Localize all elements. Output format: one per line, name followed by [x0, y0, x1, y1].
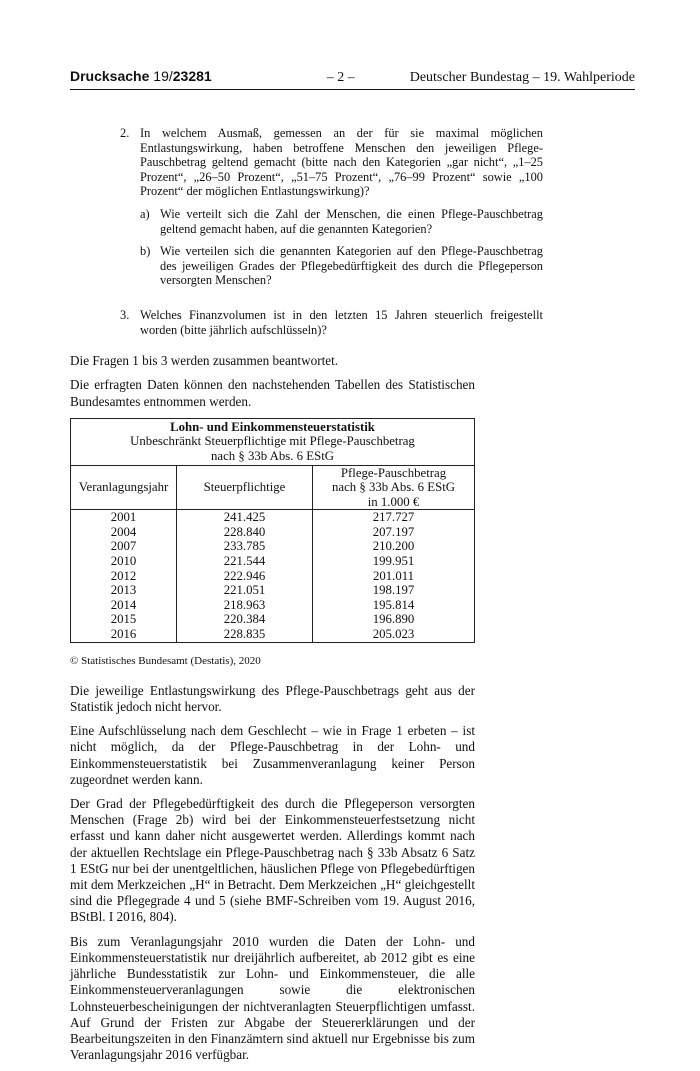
table-cell-year: 2013 — [110, 583, 137, 598]
answer-paragraph: Eine Aufschlüsselung nach dem Geschlecht – wie in Frage 1 erbeten – ist nicht möglich, da der Pflege-Pauschbetrag in der Lohn- und Einkommensteuerstatistik bei Zusammenveranlagung keiner Person zugeordnet werden kann. — [70, 723, 475, 787]
question-text: Welches Finanzvolumen ist in den letzten 15 Jahren steuerlich freigestellt worden (bitte jährlich aufschlüsseln)? — [140, 307, 543, 337]
question-number: 3. — [120, 307, 130, 322]
table-cell-count: 221.544 — [223, 554, 266, 569]
table-cell-amount: 196.890 — [372, 612, 415, 627]
drucksache-bold-number: 23281 — [172, 68, 212, 84]
table-body-row — [71, 510, 475, 642]
answer-paragraph: Die Fragen 1 bis 3 werden zusammen beantwortet. — [70, 353, 339, 369]
sub-question-text: Wie verteilt sich die Zahl der Menschen, die einen Pflege-Pauschbetrag geltend gemacht haben, auf die genannten Kategorien? — [160, 206, 543, 236]
table-cell-count: 221.051 — [223, 583, 266, 598]
table-cell-year: 2016 — [110, 627, 137, 642]
page-number: – 2 – — [326, 70, 355, 85]
amount-column — [313, 510, 475, 642]
table-cell-year: 2015 — [110, 612, 137, 627]
taxpayers-column — [177, 510, 313, 642]
drucksache-number — [70, 68, 212, 84]
sub-question-a — [140, 207, 543, 236]
bundestag-period: Deutscher Bundestag – 19. Wahlperiode — [409, 70, 635, 85]
table-cell-amount: 201.011 — [372, 568, 415, 583]
answer-paragraph: Bis zum Veranlagungsjahr 2010 wurden die Daten der Lohn- und Einkommensteuerstatistik nur dreijährlich aufbereitet, ab 2012 gibt es eine jährliche Bundesstatistik zur Lohn- und Einkommensteuer, die alle Einkommensteuerveranlagungen sowie die elektronischen Lohnsteuerbescheinigungen der nichtveranlagten Steuerpflichtigen umfasst. Auf Grund der Fristen zur Abgabe der Steuererklärungen und der Bearbeitungszeiten in den Finanzämtern sind aktuell nur Ergebnisse bis zum Veranlagungsjahr 2016 verfügbar. — [70, 933, 475, 1063]
table-cell-count: 218.963 — [223, 597, 266, 612]
answer-paragraph: Der Grad der Pflegebedürftigkeit des durch die Pflegeperson versorgten Menschen (Frage 2b) wird bei der Einkommensteuerfestsetzung nicht erfasst und kann daher nicht ausgewertet werden. Allerdings kommt nach der aktuellen Rechtslage ein Pflege-Pauschbetrag nach § 33b Absatz 6 Satz 1 EStG nur bei der unentgeltlichen, häuslichen Pflege von Pflegebedürftigen mit dem Merkzeichen „H“ in Betracht. Dem Merkzeichen „H“ gleichgestellt sind die Pflegegrade 4 und 5 (siehe BMF-Schreiben vom 19. August 2016, BStBl. I 2016, 804). — [70, 796, 475, 925]
table-cell-count: 233.785 — [223, 539, 266, 554]
answer-paragraph: Die erfragten Daten können den nachstehenden Tabellen des Statistischen Bundesamtes entnommen werden. — [70, 377, 475, 409]
table-cell-amount: 205.023 — [372, 627, 415, 642]
sub-question-b — [140, 244, 543, 288]
table-subtitle: Unbeschränkt Steuerpflichtige mit Pflege-Pauschbetrag — [130, 434, 415, 449]
sub-question-label: a) — [140, 206, 150, 221]
table-subtitle: nach § 33b Abs. 6 EStG — [211, 448, 334, 463]
column-header-line: in 1.000 € — [367, 494, 420, 509]
table-title: Lohn- und Einkommensteuerstatistik — [170, 419, 375, 434]
table-cell-year: 2014 — [110, 597, 137, 612]
column-header-line: nach § 33b Abs. 6 EStG — [332, 480, 455, 495]
table-cell-year: 2004 — [110, 524, 137, 539]
table-cell-count: 220.384 — [223, 612, 266, 627]
statistics-table — [70, 418, 475, 643]
table-cell-amount: 217.727 — [372, 510, 415, 525]
sub-question-label: b) — [140, 244, 151, 259]
question-2 — [120, 126, 543, 288]
column-header-line: Pflege-Pauschbetrag — [340, 465, 447, 480]
table-cell-amount: 198.197 — [372, 583, 415, 598]
question-number: 2. — [120, 126, 130, 140]
copyright-note: © Statistisches Bundesamt (Destatis), 2020 — [70, 654, 261, 667]
table-cell-year: 2012 — [110, 568, 137, 583]
table-cell-year: 2001 — [110, 510, 137, 525]
table-cell-amount: 195.814 — [372, 597, 415, 612]
year-column — [71, 510, 177, 642]
column-header-taxpayers: Steuerpflichtige — [177, 465, 313, 510]
column-header-year: Veranlagungsjahr — [71, 465, 177, 510]
question-text: In welchem Ausmaß, gemessen an der für sie maximal möglichen Entlastungswirkung, haben betroffene Menschen den jeweiligen Pflege-Pauschbetrag geltend gemacht (bitte nach den Kategorien „gar nicht“, „1–25 Prozent“, „26–50 Prozent“, „51–75 Prozent“, „76–99 Prozent“ sowie „100 Prozent“ der möglichen Entlastungswirkung)? — [140, 126, 543, 199]
table-cell-count: 228.835 — [223, 627, 266, 642]
page-header — [70, 68, 635, 90]
answer-body — [70, 353, 475, 1063]
document-page — [70, 68, 635, 1071]
table-cell-count: 228.840 — [223, 524, 266, 539]
table-cell-amount: 199.951 — [372, 554, 415, 569]
table-title-cell — [71, 418, 475, 465]
table-cell-amount: 210.200 — [372, 539, 415, 554]
drucksache-label: Drucksache — [70, 68, 150, 84]
answer-paragraph: Die jeweilige Entlastungswirkung des Pflege-Pauschbetrags geht aus der Statistik jedoch nicht hervor. — [70, 682, 475, 715]
table-header-row — [71, 465, 475, 510]
sub-question-text: Wie verteilen sich die genannten Kategorien auf den Pflege-Pauschbetrag des jeweiligen Grades der Pflegebedürftigkeit des durch die Pflegeperson versorgten Menschen? — [160, 244, 543, 288]
questions-block — [120, 126, 543, 337]
drucksache-prefix: 19/ — [153, 68, 173, 84]
column-header-amount — [313, 465, 475, 510]
table-cell-count: 241.425 — [223, 510, 266, 525]
table-cell-year: 2010 — [110, 554, 137, 569]
table-cell-amount: 207.197 — [372, 524, 415, 539]
table-cell-year: 2007 — [110, 539, 137, 554]
question-3 — [120, 308, 543, 337]
table-cell-count: 222.946 — [223, 568, 266, 583]
